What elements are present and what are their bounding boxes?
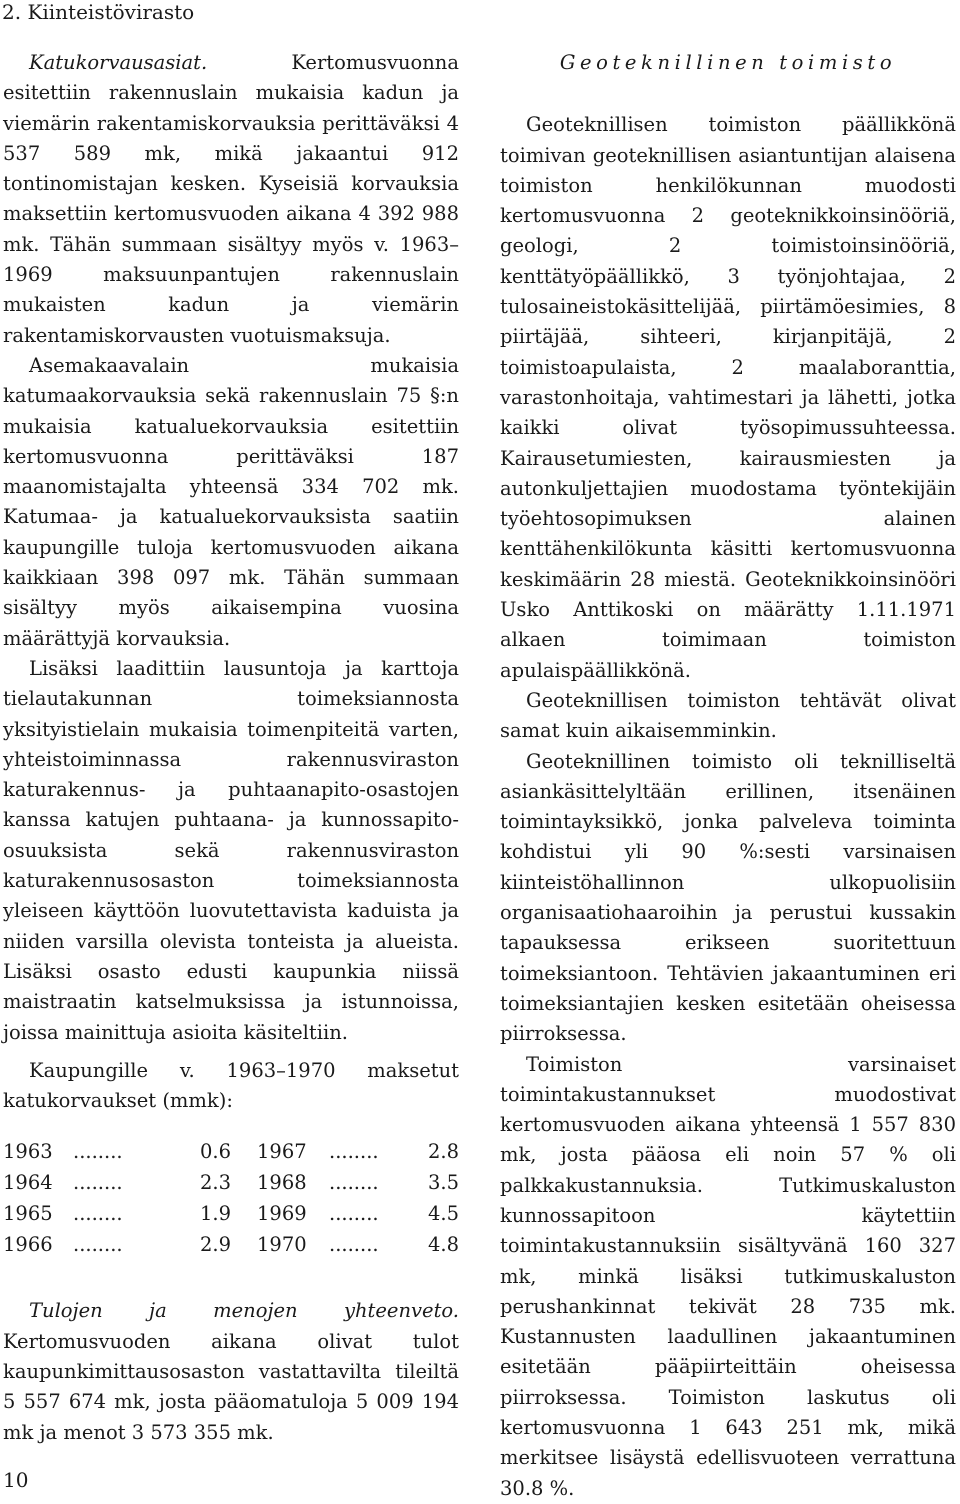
value-cell: 1.9 (199, 1202, 231, 1226)
paragraph-toimintayksikko: Geoteknillinen toimisto oli teknilliseltä asiankäsittelyltään erillinen, itsenäinen toimintayksikkö, jonka palveleva toiminta kohdistui yli 90 %:sesti varsinaisen kiinteistöhallinnon ulkopuolisiin organisaatiohaaroihin ja perustui kussakin tapauksessa erikseen suoritettuun toimeksiantoon. Tehtävien jakaantuminen eri toimeksiantajien kesken esitetään oheisessa piirroksessa. (500, 749, 956, 1046)
section-header: 2. Kiinteistövirasto (2, 0, 195, 24)
payments-table (3, 1136, 459, 1260)
year-cell: 1967 (257, 1140, 307, 1164)
value-cell: 0.6 (199, 1140, 231, 1164)
run-in-heading: Katukorvausasiat. (29, 51, 208, 74)
paragraph-yhteenveto (3, 1296, 459, 1447)
value-cell: 3.5 (427, 1171, 459, 1195)
value-cell: 2.3 (199, 1171, 231, 1195)
leader-dots: ........ (73, 1233, 123, 1257)
leader-dots: ........ (73, 1202, 123, 1226)
paragraph-text: Kertomusvuoden aikana olivat tulot kaupunkimittausosaston vastattavilta tileiltä 5 557 674 mk, josta pääomatuloja 5 009 194 mk ja menot 3 573 355 mk. (3, 1329, 459, 1444)
value-cell: 4.5 (427, 1202, 459, 1226)
leader-dots: ........ (73, 1171, 123, 1195)
page-number: 10 (3, 1468, 29, 1492)
left-column (3, 48, 459, 1448)
right-column (500, 48, 956, 1504)
value-cell: 4.8 (427, 1233, 459, 1257)
paragraph-henkilokunta: Geoteknillisen toimiston päällikkönä toimivan geoteknillisen asiantuntijan alaisena toimiston henkilökunnan muodosti kertomusvuonna 2 geoteknikkoinsinööriä, geologi, 2 toimistoinsinööriä, kenttätyöpäällikkö, 3 työnjohtajaa, 2 tulosaineistokäsittelijää, piirtämöesimies, 8 piirtäjää, sihteeri, kirjanpitäjä, 2 toimistoapulaista, 2 maalaboranttia, varastonhoitaja, vahtimestari ja lähetti, jotka kaikki olivat työsopimussuhteessa. Kairausetumiesten, kairausmiesten ja autonkuljettajien muodostama työntekijäin työehtosopimuksen alainen kenttähenkilökunta käsitti kertomusvuonna keskimäärin 28 miestä. Geoteknikkoinsinööri Usko Anttikoski on määrätty 1.11.1971 alkaen toimimaan toimiston apulaispäällikkönä. (500, 113, 956, 682)
year-cell: 1964 (3, 1171, 53, 1195)
table-row (3, 1167, 459, 1198)
payments-intro: Kaupungille v. 1963–1970 maksetut katukorvaukset (mmk): (3, 1058, 459, 1113)
paragraph-kustannukset: Toimiston varsinaiset toimintakustannukset muodostivat kertomusvuoden aikana yhteensä 1 557 830 mk, josta pääosa eli noin 57 % oli palkkakustannuksia. Tutkimuskaluston kunnossapitoon käytettiin toimintakustannuksiin sisältyvänä 160 327 mk, minkä lisäksi tutkimuskaluston perushankinnat tekivät 28 735 mk. Kustannusten laadullinen jakaantuminen esitetään pääpiirteittäin oheisessa piirroksessa. Toimiston laskutus oli kertomusvuonna 1 643 251 mk, mikä merkitsee lisäystä edellisvuoteen verrattuna 30.8 %. (500, 1052, 956, 1500)
year-cell: 1965 (3, 1202, 53, 1226)
leader-dots: ........ (329, 1233, 379, 1257)
year-cell: 1968 (257, 1171, 307, 1195)
value-cell: 2.9 (199, 1233, 231, 1257)
leader-dots: ........ (329, 1202, 379, 1226)
year-cell: 1963 (3, 1140, 53, 1164)
section-title: Geoteknillinen toimisto (559, 51, 897, 74)
leader-dots: ........ (329, 1171, 379, 1195)
year-cell: 1970 (257, 1233, 307, 1257)
paragraph-text: Kertomusvuonna esitettiin rakennuslain mukaisia kadun ja viemärin rakentamiskorvauksia perittäväksi 4 537 589 mk, mikä jakaantui 912 tontinomistajan kesken. Kyseisiä korvauksia maksettiin kertomusvuoden aikana 4 392 988 mk. Tähän summaan sisältyy myös v. 1963–1969 maksuunpantujen rakennuslain mukaisten kadun ja viemärin rakentamiskorvausten vuotuismaksuja. (3, 51, 459, 347)
run-in-heading: Tulojen ja menojen yhteenveto. (29, 1299, 459, 1323)
table-row (3, 1229, 459, 1260)
paragraph-tehtavat: Geoteknillisen toimiston tehtävät olivat samat kuin aikaisemminkin. (500, 688, 956, 743)
paragraph-lausunnot: Lisäksi laadittiin lausuntoja ja karttoja tielautakunnan toimeksiannosta yksityistielain mukaisia toimenpiteitä varten, yhteistoiminnassa rakennusviraston katurakennus- ja puhtaanapito-osastojen kanssa katujen puhtaana- ja kunnossapito-osuuksista sekä rakennusviraston katurakennusosaston toimeksiannosta yleiseen käyttöön luovutettavista kaduista ja niiden varsilla olevista tonteista ja alueista. Lisäksi osasto edusti kaupunkia niissä maistraatin katselmuksissa ja istunnoissa, joissa mainittuja asioita käsiteltiin. (3, 656, 459, 1044)
year-cell: 1969 (257, 1202, 307, 1226)
value-cell: 2.8 (427, 1140, 459, 1164)
paragraph-katumaakorvaukset: Asemakaavalain mukaisia katumaakorvauksia sekä rakennuslain 75 §:n mukaisia katualuekorvauksia esitettiin kertomusvuonna perittäväksi 187 maanomistajalta yhteensä 334 702 mk. Katumaa- ja katualuekorvauksista saatiin kaupungille tuloja kertomusvuoden aikana kaikkiaan 398 097 mk. Tähän summaan sisältyy myös aikaisempina vuosina määrättyjä korvauksia. (3, 353, 459, 650)
paragraph-katukorvausasiat (3, 48, 459, 351)
table-row (3, 1198, 459, 1229)
leader-dots: ........ (329, 1140, 379, 1164)
table-row (3, 1136, 459, 1167)
year-cell: 1966 (3, 1233, 53, 1257)
leader-dots: ........ (73, 1140, 123, 1164)
